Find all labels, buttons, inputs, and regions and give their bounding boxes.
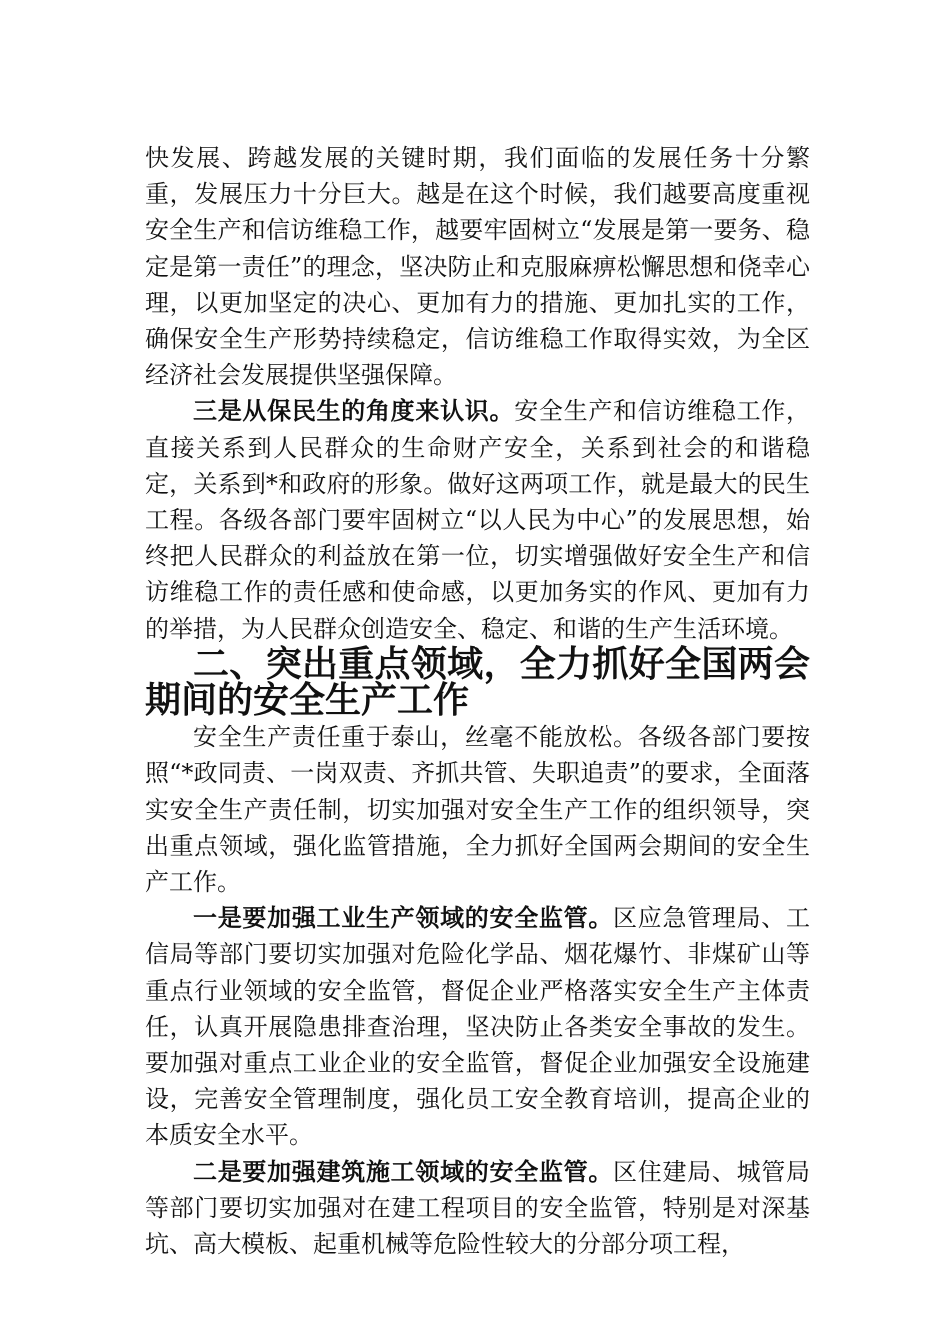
paragraph-continuation [145, 140, 810, 393]
document-page [145, 140, 810, 1262]
paragraph-lead: 二是要加强建筑施工领域的安全监管。 [193, 1157, 614, 1186]
paragraph-section-intro [145, 719, 810, 900]
paragraph-text: 区住建局、城管局等部门要切实加强对在建工程项目的安全监管，特别是对深基坑、高大模板、起重机械等危险性较大的分部分项工程， [145, 1157, 811, 1259]
paragraph-text: 区应急管理局、工信局等部门要切实加强对危险化学品、烟花爆竹、非煤矿山等重点行业领域的安全监管，督促企业严格落实安全生产主体责任，认真开展隐患排查治理，坚决防止各类安全事故的发生。要加强对重点工业企业的安全监管，督促企业加强安全设施建设，完善安全管理制度，强化员工安全教育培训，提高企业的本质安全水平。 [145, 904, 811, 1150]
paragraph-construction-safety [145, 1154, 810, 1263]
paragraph-lead: 一是要加强工业生产领域的安全监管。 [193, 904, 614, 933]
paragraph-text: 快发展、跨越发展的关键时期，我们面临的发展任务十分繁重，发展压力十分巨大。越是在这个时候，我们越要高度重视安全生产和信访维稳工作，越要牢固树立“发展是第一要务、稳定是第一责任”的理念，坚决防止和克服麻痹松懈思想和侥幸心理，以更加坚定的决心、更加有力的措施、更加扎实的工作，确保安全生产形势持续稳定，信访维稳工作取得实效，为全区经济社会发展提供坚强保障。 [145, 144, 810, 390]
paragraph-text: 安全生产责任重于泰山，丝毫不能放松。各级各部门要按照“*政同责、一岗双责、齐抓共管、失职追责”的要求，全面落实安全生产责任制，切实加强对安全生产工作的组织领导，突出重点领域，强化监管措施，全力抓好全国两会期间的安全生产工作。 [145, 723, 810, 897]
paragraph-industrial-safety [145, 900, 810, 1153]
paragraph-point-three [145, 393, 810, 646]
paragraph-lead: 三是从保民生的角度来认识。 [193, 397, 515, 426]
section-heading-two: 二、突出重点领域，全力抓好全国两会期间的安全生产工作 [145, 643, 810, 722]
paragraph-text: 安全生产和信访维稳工作，直接关系到人民群众的生命财产安全，关系到社会的和谐稳定，关系到*和政府的形象。做好这两项工作，就是最大的民生工程。各级各部门要牢固树立“以人民为中心”的发展思想，始终把人民群众的利益放在第一位，切实增强做好安全生产和信访维稳工作的责任感和使命感，以更加务实的作风、更加有力的举措，为人民群众创造安全、稳定、和谐的生产生活环境。 [145, 397, 811, 643]
